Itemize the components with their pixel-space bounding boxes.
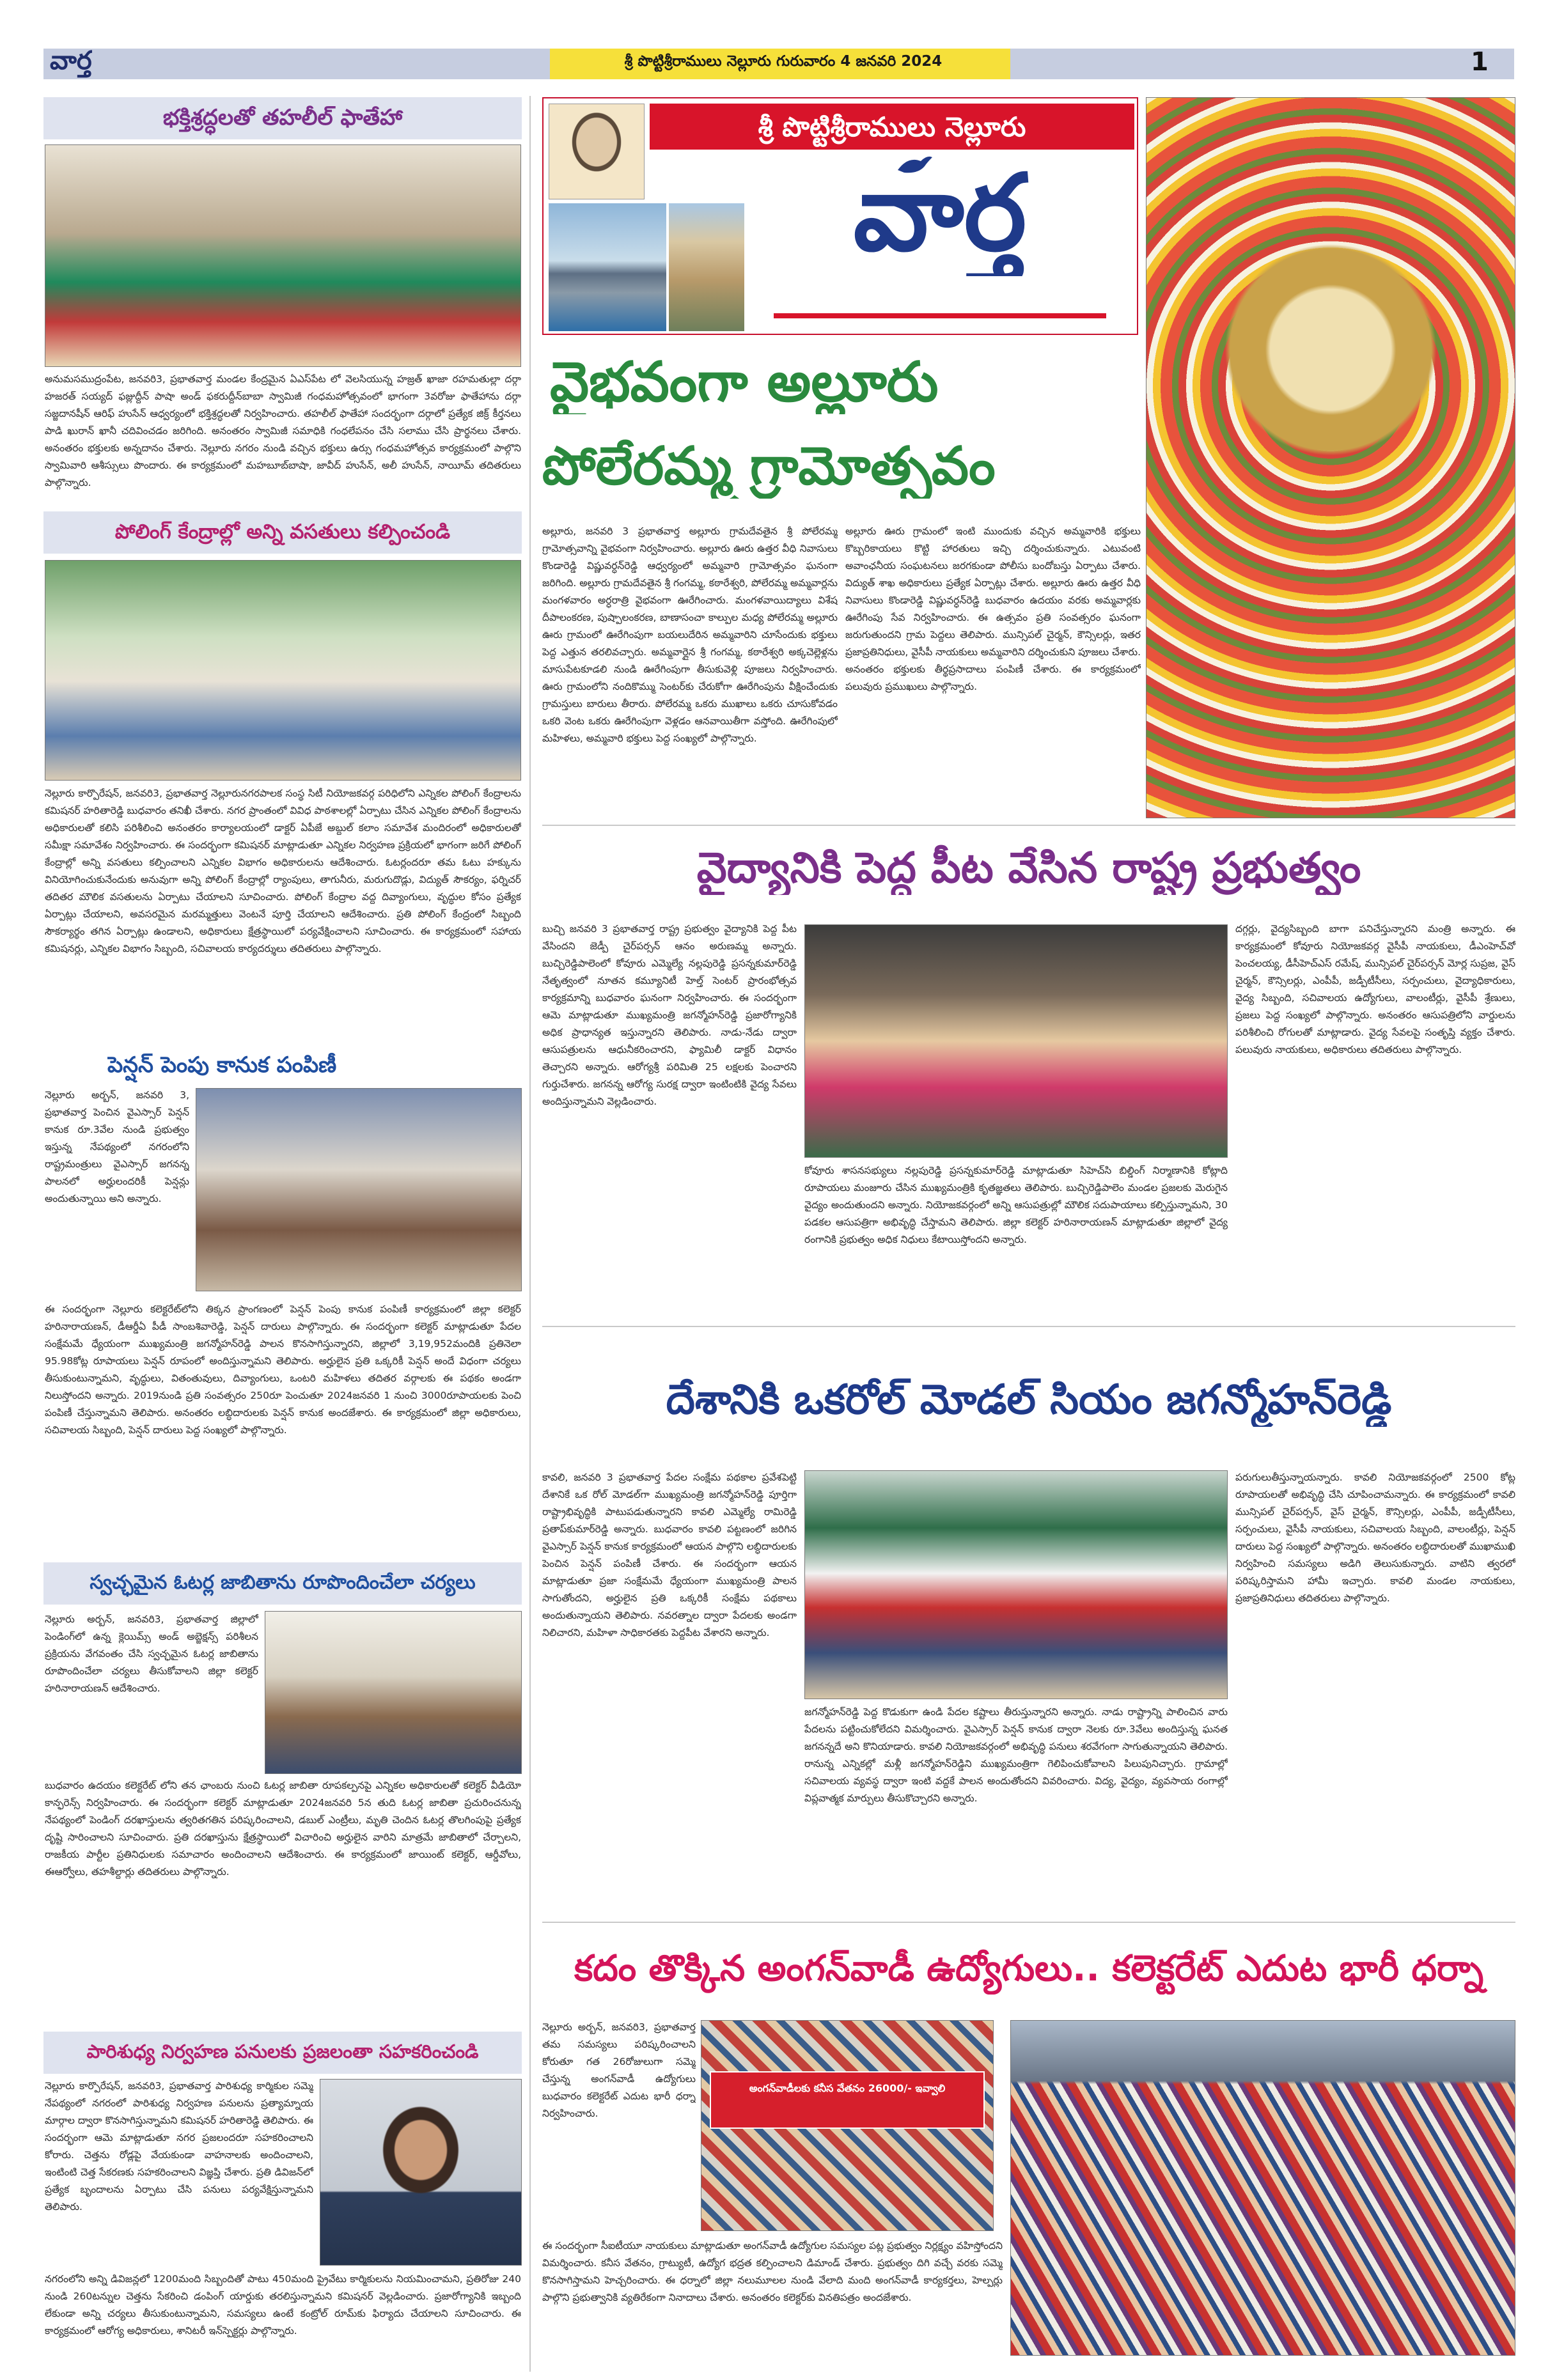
logo-underline xyxy=(774,313,1106,318)
left-section-3-photo xyxy=(196,1088,522,1291)
model-col-3: పరుగులుతీస్తున్నాయన్నారు. కావలి నియోజకవర్గంలో 2500 కోట్ల రూపాయలతో అభివృద్ధి చేసి చూపించామన్నారు. ఈ కార్యక్రమంలో కావలి మున్సిపల్ చైర్‌పర్సన్, వైస్ చైర్మన్, కౌన్సిలర్లు, ఎంపీపీ, జడ్పీటీసీలు, సర్పంచులు, వైసీపీ నాయకులు, సచివాలయ సిబ్బంది, వాలంటీర్లు, పెన్షన్ దారులు పెద్ద సంఖ్యలో పాల్గొన్నారు. అనంతరం లబ్ధిదారులతో ముఖాముఖి నిర్వహించి సమస్యలు అడిగి తెలుసుకున్నారు. వాటిని త్వరలో పరిష్కరిస్తామని హామీ ఇచ్చారు. కావలి మండల నాయకులు, ప్రజాప్రతినిధులు తదితరులు పాల్గొన్నారు. xyxy=(1235,1472,1515,1604)
left-section-1-heading: భక్తిశ్రద్ధలతో తహలీల్ ఫాతేహా xyxy=(162,105,403,130)
page-number: 1 xyxy=(1471,47,1489,77)
left-section-4-body: బుధవారం ఉదయం కలెక్టరేట్ లోని తన ఛాంబరు నుంచి ఓటర్ల జాబితా రూపకల్పనపై ఎన్నికల అధికారులతో కలెక్టర్ వీడియో కాన్ఫరెన్స్ నిర్వహించారు. ఈ సందర్భంగా కలెక్టర్ మాట్లాడుతూ 2024జనవరి 5న తుది ఓటర్ల జాబితా ప్రచురించనున్న నేపథ్యంలో పెండింగ్ దరఖాస్తులను త్వరితగతిన పరిష్కరించాలని, డబుల్ ఎంట్రీలు, మృతి చెందిన ఓటర్ల తొలగింపుపై ప్రత్యేక దృష్టి సారించాలని సూచించారు. ప్రతి దరఖాస్తును క్షేత్రస్థాయిలో విచారించి అర్హులైన వారిని మాత్రమే జాబితాలో చేర్చాలని, రాజకీయ పార్టీల ప్రతినిధులకు సమాచారం అందించాలని ఆదేశించారు. ఈ కార్యక్రమంలో జాయింట్ కలెక్టర్, ఆర్డీవోలు, ఈఆర్వోలు, తహశీల్దార్లు తదితరులు పాల్గొన్నారు. xyxy=(45,1780,521,1878)
divider-model xyxy=(542,1326,1515,1327)
column-divider xyxy=(529,96,531,2372)
left-section-3-heading: పెన్షన్ పెంపు కానుక పంపిణీ xyxy=(107,1052,337,1078)
divider-health xyxy=(542,825,1515,826)
city-collage-temple xyxy=(669,203,744,331)
masthead-logo-big: వార్త xyxy=(853,150,1027,274)
health-col-3: దగ్గర్లు, వైద్యసిబ్బంది బాగా పనిచేస్తున్నారని మంత్రి అన్నారు. ఈ కార్యక్రమంలో కోవూరు నియోజకవర్గ వైసీపీ నాయకులు, డీఎంహెచ్‌వో పెంచలయ్య, డీసీహెచ్ఎస్ రమేష్, మున్సిపల్ చైర్‌పర్సన్ మోర్ల సుప్రజ, వైస్ చైర్మన్, కౌన్సిలర్లు, ఎంపీపీ, జడ్పీటీసీలు, సర్పంచులు, వైద్యాధికారులు, వైద్య సిబ్బంది, సచివాలయ ఉద్యోగులు, వాలంటీర్లు, వైసీపీ శ్రేణులు, ప్రజలు పెద్ద సంఖ్యలో పాల్గొన్నారు. అనంతరం ఆసుపత్రిలోని వార్డులను పరిశీలించి రోగులతో మాట్లాడారు. వైద్య సేవలపై సంతృప్తి వ్యక్తం చేశారు. పలువురు నాయకులు, అధికారులు తదితరులు పాల్గొన్నారు. xyxy=(1235,923,1515,1055)
model-col-2: జగన్మోహన్‌రెడ్డి పెద్ద కొడుకుగా ఉండి పేదల కష్టాలు తీరుస్తున్నారని అన్నారు. నాడు రాష్ట్రాన్ని పాలించిన వారు పేదలను పట్టించుకోలేదని విమర్శించారు. వైఎస్సార్ పెన్షన్ కానుక ద్వారా నెలకు రూ.3వేలు అందిస్తున్న ఘనత జగనన్నదే అని కొనియాడారు. కావలి నియోజకవర్గంలో అభివృద్ధి పనులు శరవేగంగా సాగుతున్నాయని తెలిపారు. రానున్న ఎన్నికల్లో మళ్లీ జగన్మోహన్‌రెడ్డిని ముఖ్యమంత్రిగా గెలిపించుకోవాలని పిలుపునిచ్చారు. గ్రామాల్లో సచివాలయ వ్యవస్థ ద్వారా ఇంటి వద్దకే పాలన అందుతోందని వివరించారు. విద్య, వైద్యం, వ్యవసాయ రంగాల్లో విప్లవాత్మక మార్పులు తీసుకొచ్చారని అన్నారు. xyxy=(804,1706,1228,1804)
left-section-5-photo xyxy=(320,2079,522,2266)
left-section-2-body: నెల్లూరు కార్పొరేషన్, జనవరి3, ప్రభాతవార్త నెల్లూరునగరపాలక సంస్థ సిటీ నియోజకవర్గ పరిధిలోని ఎన్నికల పోలింగ్ కేంద్రాలను కమిషనర్ హరితారెడ్డి బుధవారం తనిఖీ చేశారు. నగర ప్రాంతంలో వివిధ పాఠశాలల్లో ఏర్పాటు చేసిన ఎన్నికల పోలింగ్ కేంద్రాలను అధికారులతో కలిసి పరిశీలించి అనంతరం కార్యాలయంలో డాక్టర్ ఏపీజే అబ్దుల్ కలాం సమావేశ మందిరంలో అధికారులతో సమీక్షా సమావేశం నిర్వహించారు. ఈ సందర్భంగా కమిషనర్ మాట్లాడుతూ ఎన్నికల నిర్వహణ ప్రక్రియలో భాగంగా జరిగే పోలింగ్ కేంద్రాల్లో అన్ని వసతులు కల్పించాలని ఎన్నికల విభాగం అధికారులను ఆదేశించారు. ఓటర్లందరూ తమ ఓటు హక్కును వినియోగించుకునేందుకు అనువుగా అన్ని పోలింగ్ కేంద్రాల్లో ర్యాంపులు, తాగునీరు, మరుగుదొడ్లు, విద్యుత్ సౌకర్యం, ఫర్నిచర్ తదితర మౌలిక వసతులను ఏర్పాటు చేయాలని సూచించారు. పోలింగ్ కేంద్రాల వద్ద దివ్యాంగులు, వృద్ధుల కోసం ప్రత్యేక ఏర్పాట్లు చేయాలని, అవసరమైన మరమ్మత్తులు వెంటనే పూర్తి చేయాలని ఆదేశించారు. ప్రతి పోలింగ్ కేంద్రంలో సిబ్బంది సౌకర్యార్థం తగిన ఏర్పాట్లు ఉండాలని, అధికారులు క్షేత్రస్థాయిలో పర్యవేక్షించాలని సూచించారు. ఈ కార్యక్రమంలో సహాయ కమిషనర్లు, ఎన్నికల విభాగం సిబ్బంది, సచివాలయ కార్యదర్శులు తదితరులు పాల్గొన్నారు. xyxy=(45,788,521,954)
left-section-2-heading: పోలింగ్ కేంద్రాల్లో అన్ని వసతులు కల్పించండి xyxy=(114,520,451,543)
model-col-1: కావలి, జనవరి 3 ప్రభాతవార్త పేదల సంక్షేమ పథకాల ప్రవేశపెట్టి దేశానికే ఒక రోల్ మోడల్‌గా ముఖ్యమంత్రి జగన్మోహన్‌రెడ్డి పూర్తిగా రాష్ట్రాభివృద్ధికి పాటుపడుతున్నారని కావలి ఎమ్మెల్యే రామిరెడ్డి ప్రతాప్‌కుమార్‌రెడ్డి అన్నారు. బుధవారం కావలి పట్టణంలో జరిగిన వైఎస్సార్ పెన్షన్ కానుక కార్యక్రమంలో ఆయన పాల్గొని లబ్ధిదారులకు పెంచిన పెన్షన్ పంపిణీ చేశారు. ఈ సందర్భంగా ఆయన మాట్లాడుతూ ప్రజా సంక్షేమమే ధ్యేయంగా ముఖ్యమంత్రి పాలన సాగుతోందని, అర్హులైన ప్రతి ఒక్కరికీ సంక్షేమ పథకాలు అందుతున్నాయని తెలిపారు. నవరత్నాల ద్వారా పేదలకు అండగా నిలిచారని, మహిళా సాధికారతకు పెద్దపీట వేశారని అన్నారు. xyxy=(542,1472,797,1638)
health-col-1: బుచ్చి జనవరి 3 ప్రభాతవార్త రాష్ట్ర ప్రభుత్వం వైద్యానికి పెద్ద పీట వేసిందని జెడ్పీ చైర్‌పర్సన్ ఆనం అరుణమ్మ అన్నారు. బుచ్చిరెడ్డిపాలెంలో కోవూరు ఎమ్మెల్యే నల్లపురెడ్డి ప్రసన్నకుమార్‌రెడ్డి నేతృత్వంలో నూతన కమ్యూనిటీ హెల్త్ సెంటర్ ప్రారంభోత్సవ కార్యక్రమాన్ని బుధవారం ఘనంగా నిర్వహించారు. ఈ సందర్భంగా ఆమె మాట్లాడుతూ ముఖ్యమంత్రి జగన్మోహన్‌రెడ్డి ప్రజారోగ్యానికి అధిక ప్రాధాన్యత ఇస్తున్నారని తెలిపారు. నాడు-నేడు ద్వారా ఆసుపత్రులను ఆధునీకరించారని, ఫ్యామిలీ డాక్టర్ విధానం తెచ్చారని అన్నారు. ఆరోగ్యశ్రీ పరిమితి 25 లక్షలకు పెంచారని గుర్తుచేశారు. జగనన్న ఆరోగ్య సురక్ష ద్వారా ఇంటింటికి వైద్య సేవలు అందిస్తున్నామని వెల్లడించారు. xyxy=(542,923,797,1107)
model-photo xyxy=(804,1470,1228,1699)
health-col-2: కోవూరు శాసనసభ్యులు నల్లపురెడ్డి ప్రసన్నకుమార్‌రెడ్డి మాట్లాడుతూ సిహెచ్‌సి బిల్డింగ్ నిర్మాణానికి కోట్లాది రూపాయలు మంజూరు చేసిన ముఖ్యమంత్రికి కృతజ్ఞతలు తెలిపారు. బుచ్చిరెడ్డిపాలెం మండల ప్రజలకు మెరుగైన వైద్యం అందుతుందని అన్నారు. నియోజకవర్గంలో అన్ని ఆసుపత్రుల్లో మౌలిక సదుపాయాలు కల్పిస్తున్నామని, 30 పడకల ఆసుపత్రిగా అభివృద్ధి చేస్తామని తెలిపారు. జిల్లా కలెక్టర్ హరినారాయణన్ మాట్లాడుతూ జిల్లాలో వైద్య రంగానికి ప్రభుత్వం అధిక నిధులు కేటాయిస్తోందని అన్నారు. xyxy=(804,1165,1228,1245)
left-section-4-photo xyxy=(265,1611,522,1774)
top-headline-line-2: పోలేరమ్మ గ్రామోత్సవం xyxy=(542,436,996,497)
left-section-2-photo xyxy=(45,560,521,781)
health-photo xyxy=(804,924,1228,1158)
left-section-3-body: ఈ సందర్భంగా నెల్లూరు కలెక్టరేట్‌లోని తిక్కన ప్రాంగణంలో పెన్షన్ పెంపు కానుక పంపిణీ కార్యక్రమంలో జిల్లా కలెక్టర్ హరినారాయణన్, డీఆర్డీఏ పీడీ సాంబశివారెడ్డి, పెన్షన్ దారులు పాల్గొన్నారు. ఈ సందర్భంగా కలెక్టర్ మాట్లాడుతూ పేదల సంక్షేమమే ధ్యేయంగా ముఖ్యమంత్రి జగన్మోహన్‌రెడ్డి పాలన కొనసాగిస్తున్నారని, జిల్లాలో 3,19,952మందికి ప్రతినెలా 95.98కోట్ల రూపాయలు పెన్షన్ రూపంలో అందిస్తున్నామని తెలిపారు. అర్హులైన ప్రతి ఒక్కరికీ పెన్షన్ అందే విధంగా చర్యలు తీసుకుంటున్నామని, వృద్ధులు, వితంతువులు, దివ్యాంగులు, ఒంటరి మహిళలు తదితర వర్గాలకు ఈ పథకం అండగా నిలుస్తోందని అన్నారు. 2019నుండి ప్రతి సంవత్సరం 250రూ పెంచుతూ 2024జనవరి 1 నుంచి 3000రూపాయలకు పెంచి పంపిణీ చేస్తున్నామని తెలిపారు. అనంతరం లబ్ధిదారులకు పెన్షన్ కానుక అందజేశారు. ఈ కార్యక్రమంలో జిల్లా అధికారులు, సచివాలయ సిబ్బంది, పెన్షన్ దారులు పెద్ద సంఖ్యలో పాల్గొన్నారు. xyxy=(45,1303,521,1436)
anganwadi-headline: కదం తొక్కిన అంగన్‌వాడీ ఉద్యోగులు.. కలెక్టరేట్ ఎదుట భారీ ధర్నా xyxy=(574,1948,1484,1989)
masthead-logo-small: వార్త xyxy=(50,46,92,75)
left-section-4-heading: స్వచ్ఛమైన ఓటర్ల జాబితాను రూపొందించేలా చర్యలు xyxy=(90,1571,476,1594)
anganwadi-body: ఈ సందర్భంగా సీఐటీయూ నాయకులు మాట్లాడుతూ అంగన్‌వాడీ ఉద్యోగుల సమస్యల పట్ల ప్రభుత్వం నిర్లక్ష్యం వహిస్తోందని విమర్శించారు. కనీస వేతనం, గ్రాట్యుటీ, ఉద్యోగ భద్రత కల్పించాలని డిమాండ్ చేశారు. ప్రభుత్వం దిగి వచ్చే వరకు సమ్మె కొనసాగిస్తామని హెచ్చరించారు. ఈ ధర్నాలో జిల్లా నలుమూలల నుండి వేలాది మంది అంగన్‌వాడీ కార్యకర్తలు, హెల్పర్లు పాల్గొని ప్రభుత్వానికి వ్యతిరేకంగా నినాదాలు చేశారు. అనంతరం కలెక్టర్‌కు వినతిపత్రం అందజేశారు. xyxy=(542,2240,1003,2303)
left-section-1-body: అనుమసముద్రంపేట, జనవరి3, ప్రభాతవార్త మండల కేంద్రమైన ఏఎస్‌పేట లో వెలసియున్న హజ్రత్ ఖాజా రహమతుల్లా దర్గా హజరత్ సయ్యద్ ఫజ్లుద్దీన్ పాషా అండ్ ఫకరుద్దీన్‌బాబా స్వామిజీ గంధమహోత్సవంలో భాగంగా 3వరోజు ఫాతేహాను దర్గా సజ్జదానషీన్ ఆరిఫ్ హుసేన్ ఆధ్వర్యంలో భక్తిశ్రద్ధలతో నిర్వహించారు. తహలీల్ ఫాతేహా సందర్భంగా దర్గాలో ప్రత్యేక జిక్ర్ కీర్తనలు పాడి ఖురాన్ ఖానీ చదివించడం జరిగింది. అనంతరం స్వామిజీ సమాధికి గంధలేపనం చేసి సలాము చేసి ప్రార్థనలు చేశారు. అనంతరం భక్తులకు అన్నదానం చేశారు. నెల్లూరు నగరం నుండి వచ్చిన భక్తులు ఉర్సు గంధమహోత్సవ కార్యక్రమంలో పాల్గొని స్వామివారి ఆశీస్సులు పొందారు. ఈ కార్యక్రమంలో మహబూబ్‌బాషా, జావీద్ హుసేన్, అలీ హుసేన్, నాయీమ్ తదితరులు పాల్గొన్నారు. xyxy=(45,373,521,488)
top-story-col-1: అల్లూరు, జనవరి 3 ప్రభాతవార్త అల్లూరు గ్రామదేవతైన శ్రీ పోలేరమ్మ గ్రామోత్సవాన్ని వైభవంగా నిర్వహించారు. అల్లూరు ఊరు ఉత్తర వీధి నివాసులు కొండారెడ్డి విష్ణువర్ధన్‌రెడ్డి ఆధ్వర్యంలో అమ్మవారి గ్రామోత్సవం ఘనంగా జరిగింది. అల్లూరు గ్రామదేవతైన శ్రీ గంగమ్మ, కఠారేశ్వరి, పోలేరమ్మ అమ్మవార్లను మంగళవారం అర్ధరాత్రి వైభవంగా ఊరేగించారు. మంగళవాయిద్యాలు విశేష దీపాలంకరణ, పుష్పాలంకరణ, బాణాసంచా కాల్పుల మధ్య పోలేరమ్మ అల్లూరు ఊరు గ్రామంలో ఊరేగింపుగా బయలుదేరిన అమ్మవారిని చూసేందుకు భక్తులు పెద్ద ఎత్తున తరలివచ్చారు. అమ్మవార్లైన శ్రీ గంగమ్మ, కఠారేశ్వరి అక్కచెల్లెళ్లను మాసుపేటకూడలి నుండి ఊరేగింపుగా తీసుకువెళ్లి పూజలు నిర్వహించారు. ఊరు గ్రామంలోని నందికొమ్ము సెంటర్‌కు చేరుకోగా ఊరేగింపును వీక్షించేందుకు గ్రామస్తులు బారులు తీరారు. పోలేరమ్మ ఒకరు ముఖాలు ఒకరు చూసుకోవడం ఒకరి వెంట ఒకరు ఊరేగింపుగా వెళ్లడం ఆనవాయితీగా వస్తోంది. ఊరేగింపులో మహిళలు, అమ్మవారి భక్తులు పెద్ద సంఖ్యలో పాల్గొన్నారు. xyxy=(542,525,838,744)
city-collage-bridge xyxy=(549,203,666,331)
top-story-col-2: అల్లూరు ఊరు గ్రామంలో ఇంటి ముందుకు వచ్చిన అమ్మవారికి భక్తులు కొబ్బరికాయలు కొట్టి హారతులు ఇచ్చి దర్శించుకున్నారు. ఎటువంటి అవాంఛనీయ సంఘటనలు జరగకుండా పోలీసు బందోబస్తు ఏర్పాటు చేశారు. విద్యుత్ శాఖ అధికారులు ప్రత్యేక ఏర్పాట్లు చేశారు. అల్లూరు ఊరు ఉత్తర వీధి నివాసులు కొండారెడ్డి విష్ణువర్ధన్‌రెడ్డి బుధవారం ఉదయం వరకు అమ్మవార్లకు ఊరేగింపు సేవ నిర్వహించారు. ఈ ఉత్సవం ప్రతి సంవత్సరం ఘనంగా జరుగుతుందని గ్రామ పెద్దలు తెలిపారు. మున్సిపల్ చైర్మన్, కౌన్సిలర్లు, ఇతర ప్రజాప్రతినిధులు, వైసీపీ నాయకులు అమ్మవారిని దర్శించుకుని పూజలు చేశారు. అనంతరం భక్తులకు తీర్థప్రసాదాలు పంపిణీ చేశారు. ఈ కార్యక్రమంలో పలువురు ప్రముఖులు పాల్గొన్నారు. xyxy=(845,525,1141,692)
model-headline: దేశానికి ఒకరోల్ మోడల్ సియం జగన్మోహన్‌రెడ్డి xyxy=(666,1376,1392,1424)
left-section-3-body-top: నెల్లూరు అర్బన్, జనవరి 3, ప్రభాతవార్త పెంచిన వైఎస్సార్ పెన్షన్ కానుక రూ.3వేల నుండి ప్రభుత్వం ఇస్తున్న నేపథ్యంలో నగరంలోని రాష్ట్రమంత్రులు వైఎస్సార్ జగనన్న పాలనలో అర్హులందరికీ పెన్షన్లు అందుతున్నాయి అని అన్నారు. xyxy=(45,1089,189,1204)
top-headline-line-1: వైభవంగా అల్లూరు xyxy=(550,350,939,414)
protest-banner-text: అంగన్‌వాడీలకు కనీస వేతనం 26000/- ఇవ్వాలి xyxy=(749,2082,946,2094)
edition-line: శ్రీ పొట్టిశ్రీరాములు నెల్లూరు గురువారం 4 జనవరి 2024 xyxy=(624,53,943,70)
left-section-5-body-top: నెల్లూరు కార్పొరేషన్, జనవరి3, ప్రభాతవార్త పారిశుధ్య కార్మికుల సమ్మె నేపథ్యంలో నగరంలో పారిశుధ్య నిర్వహణ పనులను ప్రత్యామ్నాయ మార్గాల ద్వారా కొనసాగిస్తున్నామని కమిషనర్ హరితారెడ్డి తెలిపారు. ఈ సందర్భంగా ఆమె మాట్లాడుతూ నగర ప్రజలందరూ సహకరించాలని కోరారు. చెత్తను రోడ్లపై వేయకుండా వాహనాలకు అందించాలని, ఇంటింటి చెత్త సేకరణకు సహకరించాలని విజ్ఞప్తి చేశారు. ప్రతి డివిజన్‌లో ప్రత్యేక బృందాలను ఏర్పాటు చేసి పనులు పర్యవేక్షిస్తున్నామని తెలిపారు. xyxy=(45,2080,313,2213)
anganwadi-protest-photo-2 xyxy=(1010,2020,1515,2356)
left-section-5-body: నగరంలోని అన్ని డివిజన్లలో 1200మంది సిబ్బందితో పాటు 450మంది ప్రైవేటు కార్మికులను నియమించామని, ప్రతిరోజు 240 నుండి 260టన్నుల చెత్తను సేకరించి డంపింగ్ యార్డుకు తరలిస్తున్నామని కమిషనర్ వెల్లడించారు. ప్రజారోగ్యానికి ఇబ్బంది లేకుండా అన్ని చర్యలు తీసుకుంటున్నామని, సమస్యలు ఉంటే కంట్రోల్ రూమ్‌కు ఫిర్యాదు చేయాలని సూచించారు. ఈ కార్యక్రమంలో ఆరోగ్య అధికారులు, శానిటరీ ఇన్‌స్పెక్టర్లు పాల్గొన్నారు. xyxy=(45,2273,521,2337)
edition-banner: శ్రీ పొట్టిశ్రీరాములు నెల్లూరు xyxy=(758,111,1026,143)
left-section-5-heading: పారిశుధ్య నిర్వహణ పనులకు ప్రజలంతా సహకరించండి xyxy=(86,2041,479,2062)
left-section-4-body-top: నెల్లూరు అర్బన్, జనవరి3, ప్రభాతవార్త జిల్లాలో పెండింగ్‌లో ఉన్న క్లెయిమ్స్ అండ్ అబ్జెక్షన్స్ పరిశీలన ప్రక్రియను వేగవంతం చేసి స్వచ్ఛమైన ఓటర్ల జాబితాను రూపొందించేలా చర్యలు తీసుకోవాలని జిల్లా కలెక్టర్ హరినారాయణన్ ఆదేశించారు. xyxy=(45,1614,258,1694)
anganwadi-intro: నెల్లూరు అర్బన్, జనవరి3, ప్రభాతవార్త తమ సమస్యలు పరిష్కరించాలని కోరుతూ గత 26రోజులుగా సమ్మె చేస్తున్న అంగన్‌వాడీ ఉద్యోగులు బుధవారం కలెక్టరేట్ ఎదుట భారీ ధర్నా నిర్వహించారు. xyxy=(542,2021,696,2119)
left-section-1-photo xyxy=(45,144,521,367)
founder-portrait xyxy=(549,104,645,199)
festival-photo xyxy=(1146,97,1515,818)
health-headline: వైద్యానికి పెద్ద పీట వేసిన రాష్ట్ర ప్రభుత్వం xyxy=(696,843,1361,892)
divider-anganwadi xyxy=(542,1922,1515,1923)
